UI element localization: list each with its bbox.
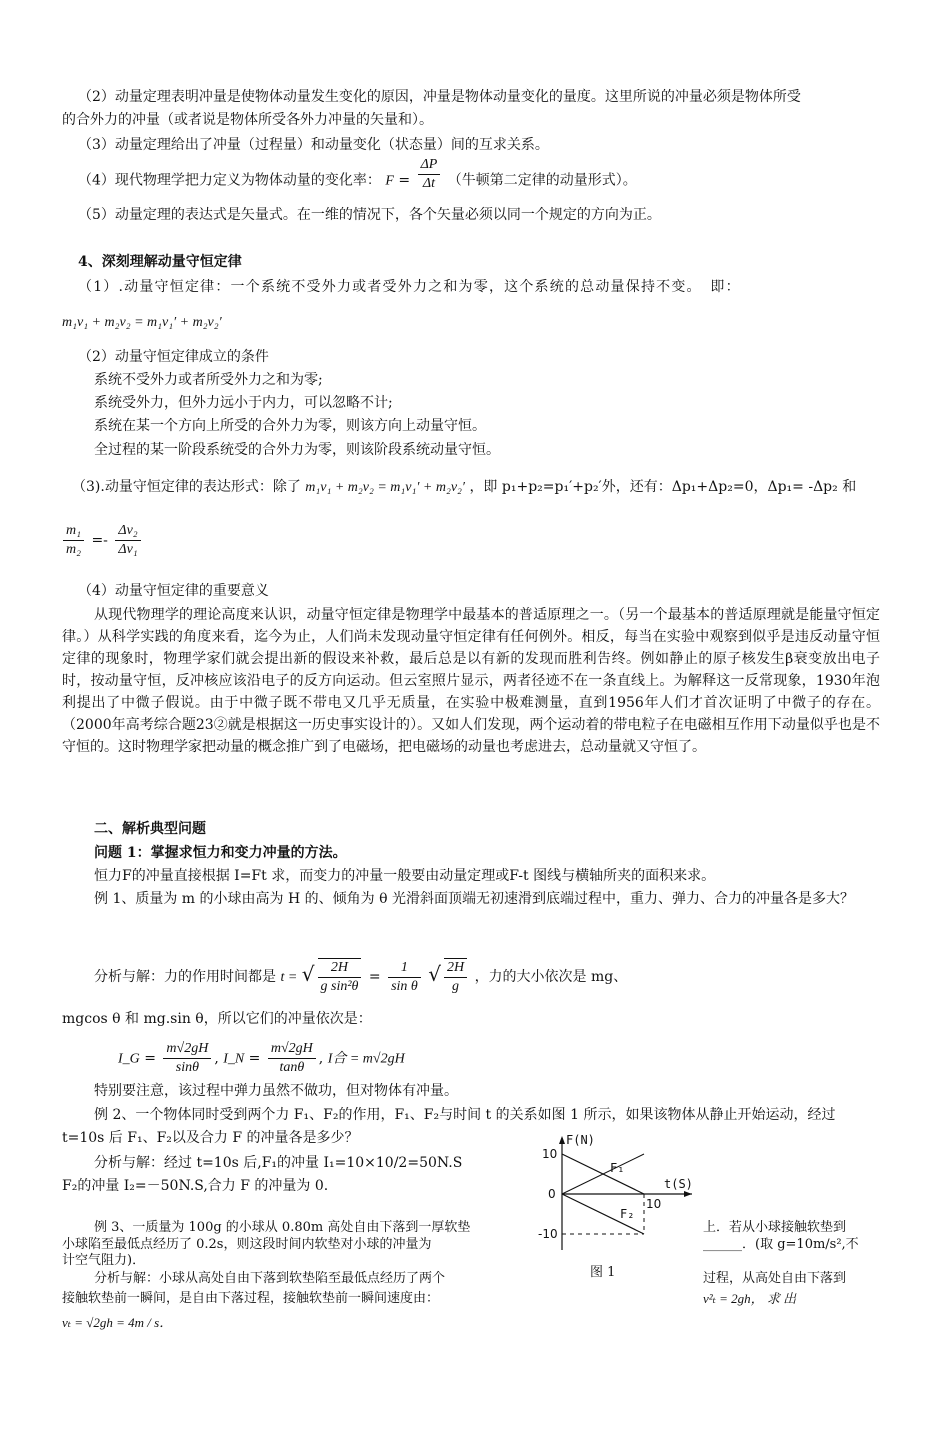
y-axis-arrow — [559, 1136, 565, 1144]
s3-frac-left-num: m₁ — [63, 522, 84, 541]
example-3-c: 计空气阻力)． — [62, 1253, 146, 1268]
example-3-a2: 上．若从小球接触软垫到 — [703, 1220, 847, 1235]
example-3-d2: 过程，从高处自由下落到 — [703, 1271, 847, 1286]
ex1-IN-frac — [268, 1040, 316, 1077]
s3-mid: =- — [91, 532, 108, 549]
example-2-a: 例 2、一个物体同时受到两个力 F₁、F₂的作用，F₁、F₂与时间 t 的关系如图 1 所示，如果该物体从静止开始运动，经过 — [94, 1107, 836, 1123]
ex1-frac — [388, 959, 421, 996]
section-4-heading: 4、深刻理解动量守恒定律 — [78, 254, 242, 270]
ex1-sqrt1 — [318, 958, 362, 996]
s3-pre: （3).动量守恒定律的表达形式：除了 — [72, 479, 301, 495]
s2-item-2: 系统受外力，但外力远小于内力，可以忽略不计; — [94, 395, 393, 411]
ex1-IG: I_G — [118, 1051, 140, 1067]
x-label: t(S) — [664, 1177, 693, 1191]
p1-3: （3）动量定理给出了冲量（过程量）和动量变化（状态量）间的互求关系。 — [78, 137, 549, 153]
s3-equation: m₁v₁ + m₂v₂ = m₁v₁′ + m₂v₂′ — [305, 480, 465, 495]
p1-4-F: F — [385, 173, 394, 189]
p1-2b: 的合外力的冲量（或者说是物体所受各外力冲量的矢量和）。 — [62, 112, 433, 128]
ex1-frac-num: 1 — [388, 959, 421, 978]
example-1-line2: mgcos θ 和 mg.sin θ，所以它们的冲量依次是： — [62, 1011, 372, 1027]
p1-4: （4）现代物理学把力定义为物体动量的变化率： F = $\frac{\Delta P}{\Delta t}$ （牛顿第二定律的动量形式）。 — [78, 157, 637, 191]
s1-line: （1）.动量守恒定律：一个系统不受外力或者受外力之和为零，这个系统的总动量保持不变。 即： — [78, 279, 741, 295]
s3-frac-left-den: m₂ — [66, 542, 81, 557]
ex1-IN-den: tanθ — [279, 1060, 305, 1075]
ex1-sqrt2 — [444, 958, 467, 996]
s3-frac-right — [115, 522, 140, 559]
figure-1 — [532, 1130, 702, 1290]
ex1-sqrt1-den: g sin²θ — [320, 979, 359, 994]
s4-title: （4）动量守恒定律的重要意义 — [78, 583, 269, 599]
example-3-e: 接触软垫前一瞬间，是自由下落过程，接触软垫前一瞬间速度由： — [62, 1291, 440, 1306]
s3-line — [72, 476, 856, 499]
ex1-IG-frac — [163, 1040, 211, 1077]
part-2-heading: 二、解析典型问题 — [94, 821, 206, 837]
ex1-t: t = — [280, 970, 298, 985]
example-1-impulses: I_G = $\frac{m√2gH}{\sin\theta}$ , I_N = $\frac{m√2gH}{\tan\theta}$ , I合 = m√2gH — [118, 1041, 405, 1075]
s3-ratio — [60, 522, 144, 559]
tick-minus-10: -10 — [538, 1227, 558, 1241]
f1-label: F₁ — [610, 1161, 625, 1175]
example-2-analysis-2: F₂的冲量 I₂=－50N.S,合力 F 的冲量为 0. — [62, 1178, 329, 1194]
ex1-sqrt1-num: 2H — [318, 959, 362, 978]
s3-frac-right-num: Δv₂ — [115, 522, 140, 541]
p1-4-pre: （4）现代物理学把力定义为物体动量的变化率： — [78, 172, 381, 189]
ex1-IN: I_N — [223, 1051, 245, 1067]
s4-paragraph: 从现代物理学的理论高度来认识，动量守恒定律是物理学中最基本的普适原理之一。（另一个最基本的普适原理就是能量守恒定律。）从科学实践的角度来看，迄今为止，人们尚未发现动量守恒定律有任何例外。相反，每当在实验中观察到似乎是违反动量守恒定律的现象时，物理学家们就会提出新的假设来补救，最后总是以有新的发现而胜利告终。例如静止的原子核发生β衰变放出电子时，按动量守恒，反冲核应该沿电子的反方向运动。但云室照片显示，两者径迹不在一条直线上。为解释这一反常现象，1930年泡利提出了中微子假说。由于中微子既不带电又几乎无质量，在实验中极难测量，直到1956年人们才首次证明了中微子的存在。（2000年高考综合题23②就是根据这一历史事实设计的）。又如人们发现，两个运动着的带电粒子在电磁相互作用下动量似乎也是不守恒的。这时物理学家把动量的概念推广到了电磁场，把电磁场的动量也考虑进去，总动量就又守恒了。 — [62, 607, 880, 755]
problem-1-title: 问题 1：掌握求恒力和变力冲量的方法。 — [94, 845, 347, 861]
ex1-Ih: I合 = m√2gH — [327, 1051, 405, 1067]
example-2-analysis-1: 分析与解：经过 t=10s 后,F₁的冲量 I₁=10×10/2=50N.S — [94, 1155, 463, 1171]
problem-1-text: 恒力F的冲量直接根据 I=Ft 求，而变力的冲量一般要由动量定理或F-t 图线与横轴所夹的面积来求。 — [94, 868, 716, 884]
ex1-sqrt2-num: 2H — [444, 959, 467, 978]
ex1-IG-num: m√2gH — [163, 1040, 211, 1059]
ex1-sqrt2-den: g — [452, 979, 460, 994]
s2-item-4: 全过程的某一阶段系统受的合外力为零，则该阶段系统动量守恒。 — [94, 442, 500, 458]
example-1: 例 1、质量为 m 的小球由高为 H 的、倾角为 θ 光滑斜面顶端无初速滑到底端过程中，重力、弹力、合力的冲量各是多大？ — [94, 891, 854, 907]
example-2-b: t=10s 后 F₁、F₂以及合力 F 的冲量各是多少？ — [62, 1130, 359, 1146]
ex1-an-pre: 分析与解：力的作用时间都是 — [94, 969, 276, 985]
example-3-a: 例 3、一质量为 100g 的小球从 0.80m 高处自由下落到一厚软垫 — [94, 1220, 471, 1235]
ex1-frac-den: sin θ — [391, 978, 418, 994]
ex1-IG-den: sinθ — [175, 1060, 199, 1075]
s3-frac-right-den: Δv₁ — [118, 542, 138, 557]
p1-4-post: （牛顿第二定律的动量形式）。 — [447, 172, 637, 189]
example-1-analysis: 分析与解：力的作用时间都是 t = √ $\frac{2H}{\text{g sin²θ}}$ = $\frac{1}{\text{sin θ}}$ √ $\frac{2H}{g}$ ，力的大小依次是 mg、 — [94, 959, 628, 994]
example-3-f: vₜ = √2gh = 4m / s． — [62, 1315, 173, 1330]
p1-5: （5）动量定理的表达式是矢量式。在一维的情况下，各个矢量必须以同一个规定的方向为正。 — [78, 207, 661, 223]
tick-x-10: 10 — [646, 1197, 662, 1211]
p1-4-frac — [418, 156, 441, 193]
ex1-an-post: ，力的大小依次是 mg、 — [474, 969, 628, 985]
figure-1-graph — [532, 1130, 702, 1290]
ex1-eq: = — [368, 969, 381, 985]
y-label: F(N) — [566, 1133, 595, 1147]
s2-title: （2）动量守恒定律成立的条件 — [78, 349, 269, 365]
tick-10: 10 — [542, 1147, 558, 1161]
x-axis-arrow — [684, 1191, 692, 1197]
tick-0: 0 — [548, 1187, 556, 1201]
p1-4-den: Δt — [422, 176, 435, 191]
s3-post: ，即 p₁+p₂=p₁′+p₂′外，还有：Δp₁+Δp₂=0，Δp₁= -Δp₂ 和 — [469, 479, 857, 495]
ex1-IN-num: m√2gH — [268, 1040, 316, 1059]
example-3-d: 分析与解：小球从高处自由下落到软垫陷至最低点经历了两个 — [94, 1271, 446, 1286]
s2-item-3: 系统在某一个方向上所受的合外力为零，则该方向上动量守恒。 — [94, 418, 486, 434]
figure-caption: 图 1 — [590, 1265, 616, 1280]
example-3-b2: ______．(取 g=10m/s²,不 — [703, 1237, 859, 1252]
example-3-e2: v²ₜ = 2gh， 求 出 — [703, 1291, 797, 1306]
s1-equation: m₁v₁ + m₂v₂ = m₁v₁′ + m₂v₂′ — [62, 315, 222, 330]
example-3-b: 小球陷至最低点经历了 0.2s，则这段时间内软垫对小球的冲量为 — [62, 1237, 432, 1252]
p1-2a: （2）动量定理表明冲量是使物体动量发生变化的原因，冲量是物体动量变化的量度。这里所说的冲量必须是物体所受 — [78, 89, 801, 105]
example-1-note: 特别要注意，该过程中弹力虽然不做功，但对物体有冲量。 — [94, 1083, 458, 1099]
s2-item-1: 系统不受外力或者所受外力之和为零; — [94, 372, 323, 388]
f2-label: F₂ — [620, 1207, 635, 1221]
p1-4-num: ΔP — [418, 156, 441, 175]
s3-frac-left — [63, 522, 84, 559]
